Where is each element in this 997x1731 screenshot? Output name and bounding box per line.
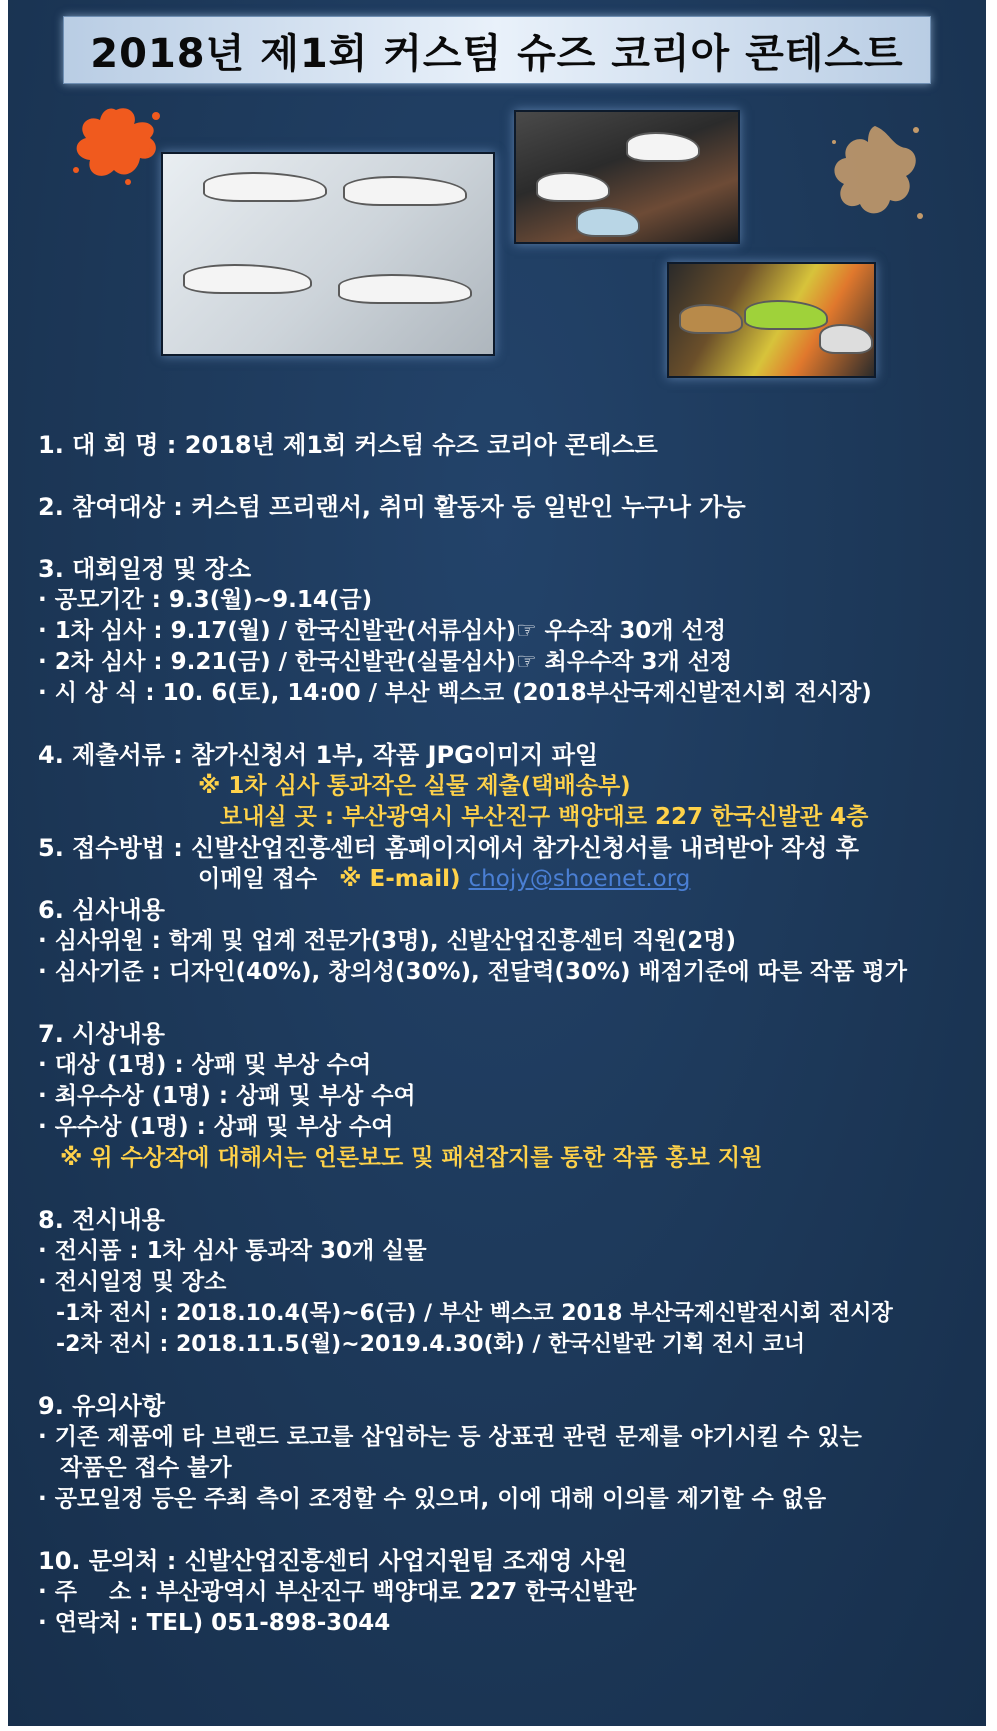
title-banner	[63, 16, 931, 84]
section-2	[38, 492, 988, 523]
judging-item: · 심사기준 : 디자인(40%), 창의성(30%), 전달력(30%) 배점기준에 따른 작품 평가	[38, 959, 907, 985]
section-4	[38, 740, 988, 771]
section-8-heading: 8. 전시내용	[38, 1206, 165, 1234]
section-7-heading: 7. 시상내용	[38, 1020, 165, 1048]
award-note: ※ 위 수상작에 대해서는 언론보도 및 패션잡지를 통한 작품 홍보 지원	[60, 1145, 763, 1171]
poster	[8, 0, 986, 1726]
section-5	[38, 833, 988, 864]
contact-item: · 연락처 : TEL) 051-898-3044	[38, 1610, 391, 1636]
section-5-line2	[38, 864, 988, 895]
section-5-label: 5. 접수방법 :	[38, 834, 183, 862]
section-6-heading: 6. 심사내용	[38, 896, 165, 924]
exhibition-item: -2차 전시 : 2018.11.5(월)~2019.4.30(화) / 한국신발관 기획 전시 코너	[56, 1332, 805, 1357]
award-item: · 최우수상 (1명) : 상패 및 부상 수여	[38, 1083, 416, 1109]
section-9-heading: 9. 유의사항	[38, 1392, 165, 1420]
schedule-item: · 시 상 식 : 10. 6(토), 14:00 / 부산 벡스코 (2018부산국제신발전시회 전시장)	[38, 680, 872, 706]
exhibition-shoes-photo	[514, 110, 740, 244]
section-5-value: 신발산업진흥센터 홈페이지에서 참가신청서를 내려받아 작성 후	[191, 834, 859, 862]
section-1	[38, 430, 988, 461]
section-10	[38, 1546, 988, 1577]
section-10-label: 10. 문의처 :	[38, 1547, 177, 1575]
exhibition-item: · 전시품 : 1차 심사 통과작 30개 실물	[38, 1238, 427, 1264]
section-4-value: 참가신청서 1부, 작품 JPG이미지 파일	[191, 741, 599, 769]
schedule-item: · 2차 심사 : 9.21(금) / 한국신발관(실물심사)☞ 최우수작 3개 선정	[38, 649, 733, 675]
exhibition-item: · 전시일정 및 장소	[38, 1269, 227, 1295]
section-10-value: 신발산업진흥센터 사업지원팀 조재영 사원	[184, 1547, 628, 1575]
exhibition-item: -1차 전시 : 2018.10.4(목)~6(금) / 부산 벡스코 2018 부산국제신발전시회 전시장	[56, 1301, 893, 1326]
section-1-value: 2018년 제1회 커스텀 슈즈 코리아 콘테스트	[184, 431, 658, 459]
schedule-item: · 1차 심사 : 9.17(월) / 한국신발관(서류심사)☞ 우수작 30개 선정	[38, 618, 726, 644]
caution-item: · 공모일정 등은 주최 측이 조정할 수 있으며, 이에 대해 이의를 제기할 수 없음	[38, 1486, 827, 1512]
contact-item: · 주 소 : 부산광역시 부산진구 백양대로 227 한국신발관	[38, 1579, 637, 1605]
section-1-label: 1. 대 회 명 :	[38, 431, 177, 459]
custom-shoes-photo	[161, 152, 495, 356]
section-2-label: 2. 참여대상 :	[38, 493, 183, 521]
contest-details	[38, 430, 988, 1639]
email-link[interactable]: chojy@shoenet.org	[468, 866, 691, 892]
submission-note: ※ 1차 심사 통과작은 실물 제출(택배송부)	[198, 773, 631, 799]
judging-item: · 심사위원 : 학계 및 업계 전문가(3명), 신발산업진흥센터 직원(2명)	[38, 928, 737, 954]
poster-title: 2018년 제1회 커스텀 슈즈 코리아 콘테스트	[90, 30, 904, 77]
email-label: ※ E-mail)	[339, 866, 461, 892]
caution-item: · 기존 제품에 타 브랜드 로고를 삽입하는 등 상표권 관련 문제를 야기시킬 수 있는	[38, 1424, 862, 1450]
section-4-label: 4. 제출서류 :	[38, 741, 183, 769]
caution-item: 작품은 접수 불가	[60, 1455, 232, 1481]
colorful-shoes-photo	[667, 262, 876, 378]
award-item: · 대상 (1명) : 상패 및 부상 수여	[38, 1052, 372, 1078]
award-item: · 우수상 (1명) : 상패 및 부상 수여	[38, 1114, 394, 1140]
tan-paint-splash-icon	[820, 112, 930, 232]
orange-paint-splash-icon	[68, 100, 164, 186]
email-receipt: 이메일 접수	[198, 866, 318, 892]
section-2-value: 커스텀 프리랜서, 취미 활동자 등 일반인 누구나 가능	[191, 493, 746, 521]
schedule-item: · 공모기간 : 9.3(월)~9.14(금)	[38, 587, 373, 613]
shipping-address: 보내실 곳 : 부산광역시 부산진구 백양대로 227 한국신발관 4층	[220, 804, 869, 830]
section-3-heading: 3. 대회일정 및 장소	[38, 555, 252, 583]
